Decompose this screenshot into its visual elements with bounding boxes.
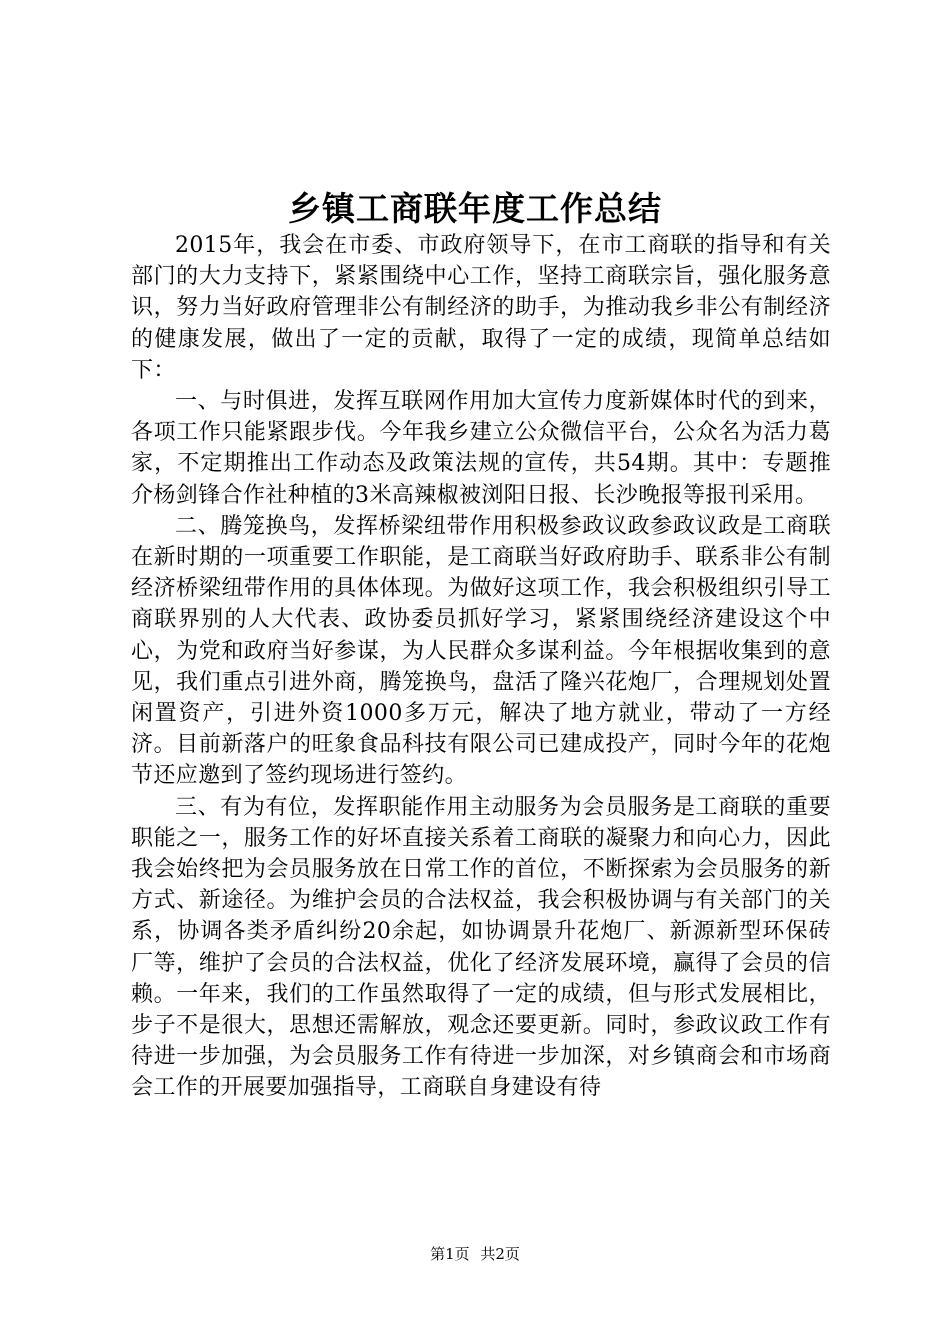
- document-body: [131, 230, 831, 1104]
- document-title: 乡镇工商联年度工作总结: [288, 189, 662, 228]
- paragraph-section-2: 二、腾笼换鸟，发挥桥梁纽带作用积极参政议政参政议政是工商联在新时期的一项重要工作职能，是工商联当好政府助手、联系非公有制经济桥梁纽带作用的具体体现。为做好这项工作，我会积极组织引导工商联界别的人大代表、政协委员抓好学习，紧紧围绕经济建设这个中心，为党和政府当好参谋，为人民群众多谋利益。今年根据收集到的意见，我们重点引进外商，腾笼换鸟，盘活了隆兴花炮厂，合理规划处置闲置资产，引进外资1000多万元，解决了地方就业，带动了一方经济。目前新落户的旺象食品科技有限公司已建成投产，同时今年的花炮节还应邀到了签约现场进行签约。: [131, 513, 831, 789]
- page-number-total: 共2页: [480, 1245, 520, 1263]
- paragraph-section-3: 三、有为有位，发挥职能作用主动服务为会员服务是工商联的重要职能之一，服务工作的好坏直接关系着工商联的凝聚力和向心力，因此我会始终把为会员服务放在日常工作的首位，不断探索为会员服务的新方式、新途径。为维护会员的合法权益，我会积极协调与有关部门的关系，协调各类矛盾纠纷20余起，如协调景升花炮厂、新源新型环保砖厂等，维护了会员的合法权益，优化了经济发展环境，赢得了会员的信赖。一年来，我们的工作虽然取得了一定的成绩，但与形式发展相比，步子不是很大，思想还需解放，观念还要更新。同时，参政议政工作有待进一步加强，为会员服务工作有待进一步加深，对乡镇商会和市场商会工作的开展要加强指导，工商联自身建设有待: [131, 794, 831, 1101]
- page-footer: [0, 1244, 950, 1264]
- page-number-current: 第1页: [430, 1245, 470, 1263]
- paragraph-intro: 2015年，我会在市委、市政府领导下，在市工商联的指导和有关部门的大力支持下，紧紧围绕中心工作，坚持工商联宗旨，强化服务意识，努力当好政府管理非公有制经济的助手，为推动我乡非公有制经济的健康发展，做出了一定的贡献，取得了一定的成绩，现简单总结如下：: [131, 233, 831, 383]
- paragraph-section-1: 一、与时俱进，发挥互联网作用加大宣传力度新媒体时代的到来，各项工作只能紧跟步伐。今年我乡建立公众微信平台，公众名为活力葛家，不定期推出工作动态及政策法规的宣传，共54期。其中：专题推介杨剑锋合作社种植的3米高辣椒被浏阳日报、长沙晚报等报刊采用。: [131, 389, 831, 508]
